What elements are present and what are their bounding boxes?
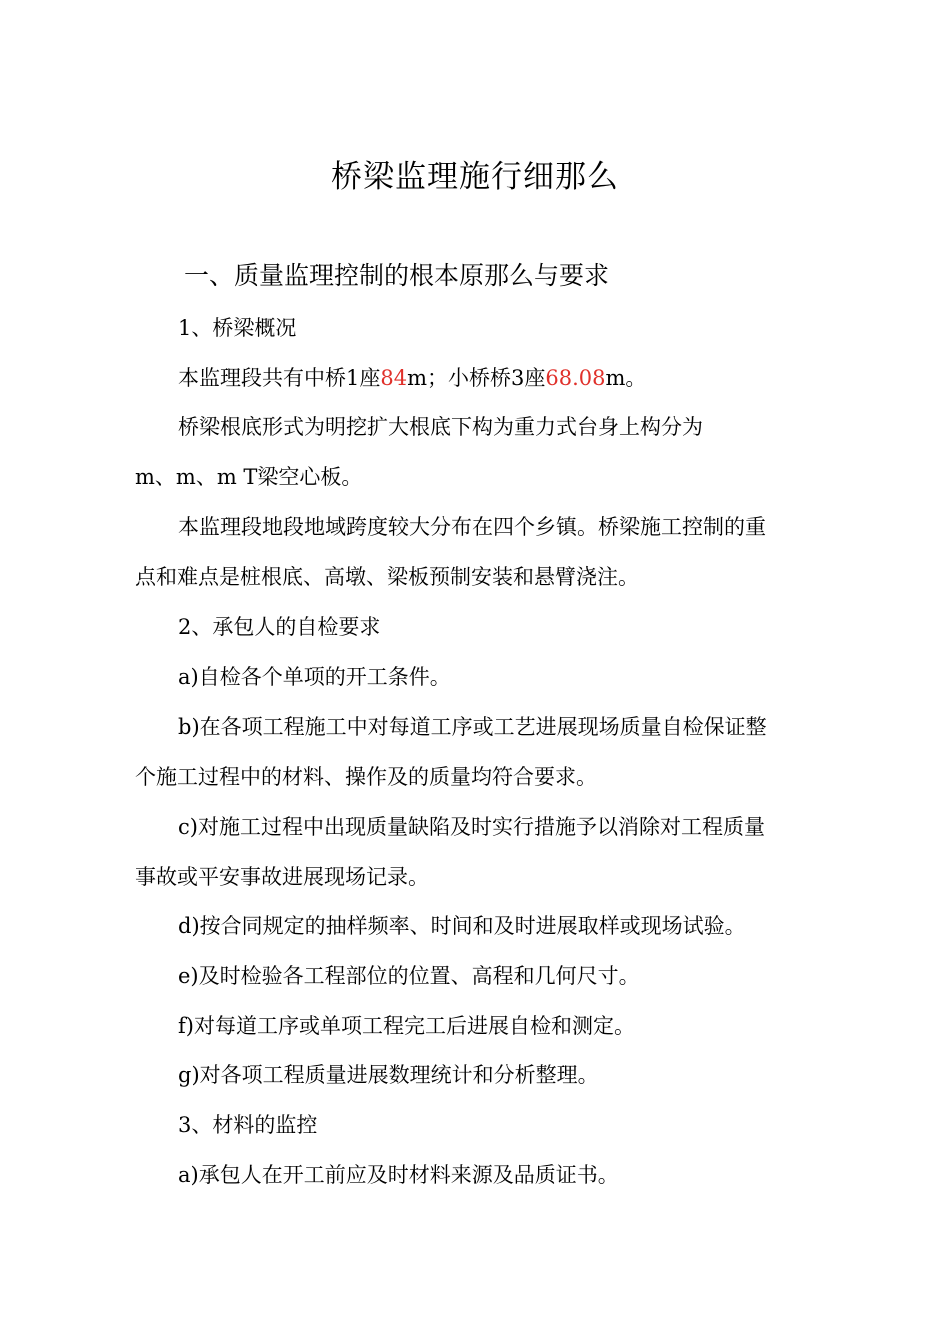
paragraph-foundation-line-1: 桥梁根底形式为明挖扩大根底下构为重力式台身上构分为 bbox=[178, 415, 703, 439]
paragraph-foundation-line-2: m、m、m T梁空心板。 bbox=[135, 465, 363, 489]
bridge-count-text-2: m；小桥桥3座 bbox=[407, 366, 546, 390]
list-item-c-line-2: 事故或平安事故进展现场记录。 bbox=[135, 865, 429, 889]
paragraph-bridge-count bbox=[178, 363, 646, 393]
list-item-e: e)及时检验各工程部位的位置、高程和几何尺寸。 bbox=[178, 964, 640, 988]
list-item-b-line-2: 个施工过程中的材料、操作及的质量均符合要求。 bbox=[135, 765, 597, 789]
list-item-c-line-1: c)对施工过程中出现质量缺陷及时实行措施予以消除对工程质量 bbox=[178, 815, 765, 839]
bridge-count-text-1: 本监理段共有中桥1座 bbox=[178, 366, 381, 390]
subsection-material-control: 3、材料的监控 bbox=[178, 1113, 318, 1137]
list-item-b-line-1: b)在各项工程施工中对每道工序或工艺进展现场质量自检保证整 bbox=[178, 715, 767, 739]
list-item-f: f)对每道工序或单项工程完工后进展自检和测定。 bbox=[178, 1014, 635, 1038]
list-item-d: d)按合同规定的抽样频率、时间和及时进展取样或现场试验。 bbox=[178, 914, 746, 938]
paragraph-difficulty-line-2: 点和难点是桩根底、高墩、梁板预制安装和悬臂浇注。 bbox=[135, 565, 639, 589]
medium-bridge-length: 84 bbox=[380, 366, 408, 390]
list-item-a: a)自检各个单项的开工条件。 bbox=[178, 665, 451, 689]
document-title: 桥梁监理施行细那么 bbox=[331, 159, 619, 195]
subsection-self-inspection: 2、承包人的自检要求 bbox=[178, 615, 381, 639]
subsection-bridge-overview: 1、桥梁概况 bbox=[178, 316, 297, 340]
bridge-count-text-3: m。 bbox=[605, 366, 647, 390]
list-item-g: g)对各项工程质量进展数理统计和分析整理。 bbox=[178, 1063, 599, 1087]
section-heading: 一、质量监理控制的根本原那么与要求 bbox=[184, 261, 610, 290]
paragraph-difficulty-line-1: 本监理段地段地域跨度较大分布在四个乡镇。桥梁施工控制的重 bbox=[178, 515, 766, 539]
small-bridge-length: 68.08 bbox=[545, 366, 606, 390]
material-list-item-a: a)承包人在开工前应及时材料来源及品质证书。 bbox=[178, 1163, 619, 1187]
